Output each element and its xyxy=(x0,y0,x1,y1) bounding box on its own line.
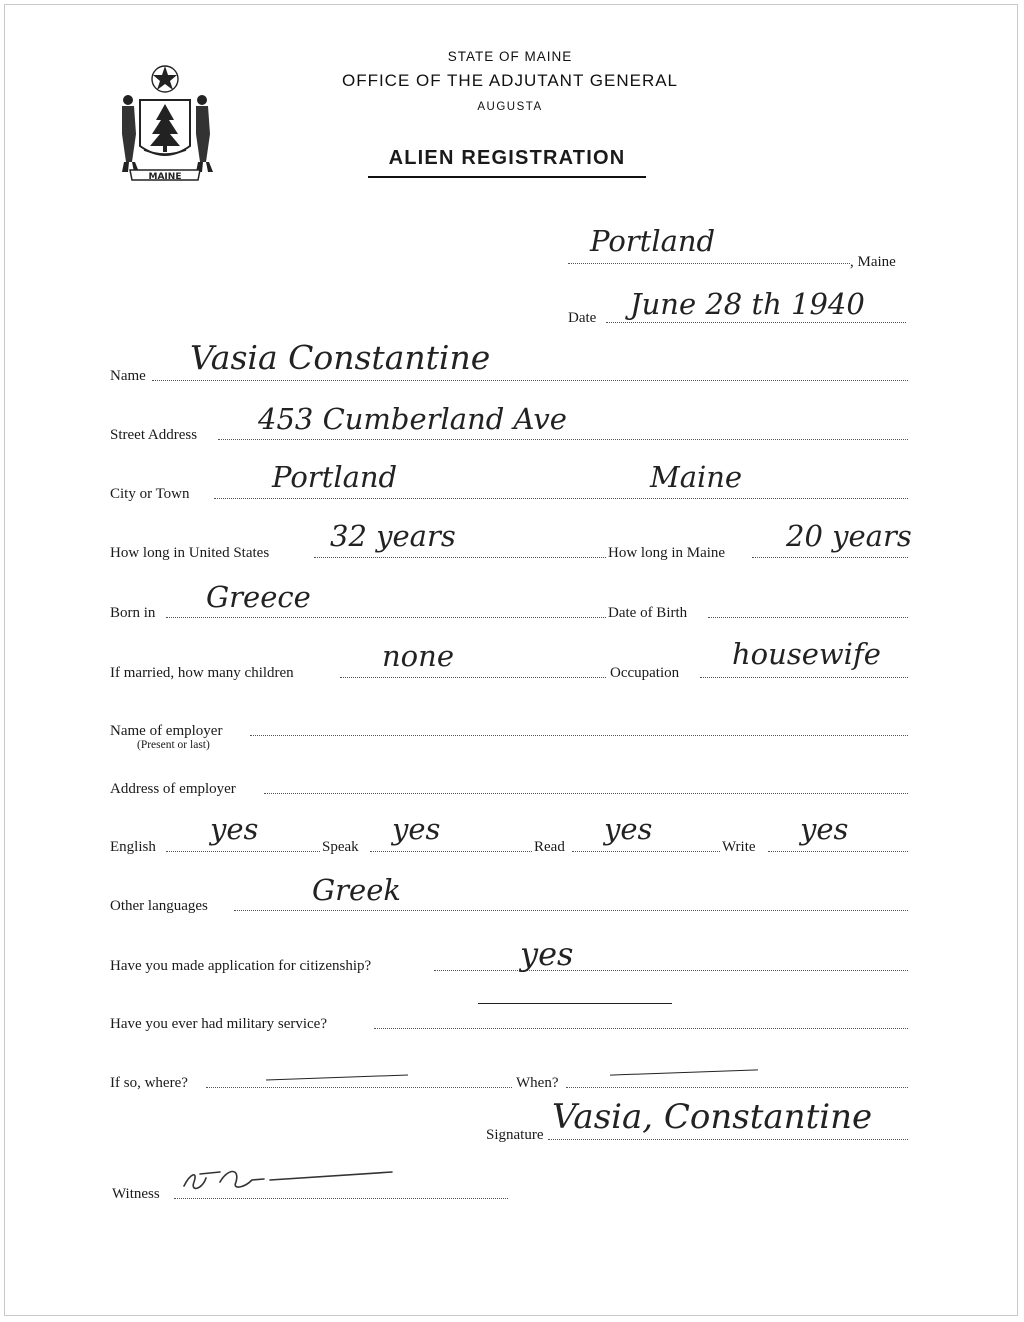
date-label: Date xyxy=(568,310,597,326)
date-entry[interactable]: June 28 th 1940 xyxy=(630,287,865,321)
english-entry[interactable]: yes xyxy=(210,812,259,846)
citizenship-entry[interactable]: yes xyxy=(520,935,574,973)
occupation-label: Occupation xyxy=(610,665,680,681)
maine-label: , Maine xyxy=(850,254,896,270)
employer-address-label: Address of employer xyxy=(110,781,236,797)
name-line xyxy=(152,380,908,381)
dob-line xyxy=(708,617,908,618)
when-pen-stroke xyxy=(610,1069,758,1075)
name-entry[interactable]: Vasia Constantine xyxy=(190,338,491,377)
speak-line xyxy=(370,851,532,852)
born-in-line xyxy=(166,617,606,618)
state-seal xyxy=(110,62,220,184)
signature-label: Signature xyxy=(486,1127,544,1143)
city-line xyxy=(214,498,908,499)
employer-name-line xyxy=(250,735,908,736)
years-us-label: How long in United States xyxy=(110,545,270,561)
born-in-label: Born in xyxy=(110,605,156,621)
city-entry[interactable]: Portland xyxy=(272,460,398,494)
speak-entry[interactable]: yes xyxy=(392,812,441,846)
where-label: If so, where? xyxy=(110,1075,188,1091)
city-label: City or Town xyxy=(110,486,190,502)
witness-label: Witness xyxy=(112,1186,160,1202)
citizenship-label: Have you made application for citizenship? xyxy=(110,958,372,974)
employer-note: (Present or last) xyxy=(137,739,210,751)
write-line xyxy=(768,851,908,852)
military-label: Have you ever had military service? xyxy=(110,1016,327,1032)
occupation-line xyxy=(700,677,908,678)
state-entry[interactable]: Maine xyxy=(650,460,743,494)
svg-text:MAINE: MAINE xyxy=(148,172,182,182)
other-languages-entry[interactable]: Greek xyxy=(312,873,401,907)
military-line xyxy=(374,1028,908,1029)
date-line xyxy=(606,322,906,323)
where-line xyxy=(206,1087,512,1088)
read-line xyxy=(572,851,720,852)
street-line xyxy=(218,439,908,440)
header-state: STATE OF MAINE xyxy=(447,49,573,64)
other-languages-line xyxy=(234,910,908,911)
years-maine-label: How long in Maine xyxy=(608,545,726,561)
when-label: When? xyxy=(516,1075,559,1091)
born-in-entry[interactable]: Greece xyxy=(206,580,311,614)
header-city: AUGUSTA xyxy=(477,101,543,113)
place-entry[interactable]: Portland xyxy=(590,224,716,258)
children-entry[interactable]: none xyxy=(382,639,454,673)
header-office: OFFICE OF THE ADJUTANT GENERAL xyxy=(341,71,679,90)
years-us-entry[interactable]: 32 years xyxy=(330,519,456,553)
street-label: Street Address xyxy=(110,427,198,443)
read-entry[interactable]: yes xyxy=(604,812,653,846)
witness-initials xyxy=(180,1160,400,1200)
dob-label: Date of Birth xyxy=(608,605,688,621)
read-label: Read xyxy=(534,839,565,855)
where-pen-stroke xyxy=(266,1075,408,1081)
form-title: ALIEN REGISTRATION xyxy=(388,147,626,169)
citizenship-line xyxy=(434,970,908,971)
children-line xyxy=(340,677,606,678)
signature-line xyxy=(548,1139,908,1140)
employer-address-line xyxy=(264,793,908,794)
occupation-entry[interactable]: housewife xyxy=(732,637,881,671)
years-us-line xyxy=(314,557,606,558)
write-entry[interactable]: yes xyxy=(800,812,849,846)
place-line xyxy=(568,263,850,264)
years-maine-line xyxy=(752,557,908,558)
english-line xyxy=(166,851,320,852)
children-label: If married, how many children xyxy=(110,665,294,681)
years-maine-entry[interactable]: 20 years xyxy=(786,519,912,553)
english-label: English xyxy=(110,839,156,855)
street-entry[interactable]: 453 Cumberland Ave xyxy=(258,402,567,436)
title-underline xyxy=(368,176,646,178)
other-languages-label: Other languages xyxy=(110,898,208,914)
employer-name-label: Name of employer xyxy=(110,723,223,739)
citizenship-pen-stroke xyxy=(478,1003,672,1004)
name-label: Name xyxy=(110,368,146,384)
signature-entry[interactable]: Vasia, Constantine xyxy=(552,1097,873,1137)
when-line xyxy=(566,1087,908,1088)
write-label: Write xyxy=(722,839,756,855)
speak-label: Speak xyxy=(322,839,359,855)
